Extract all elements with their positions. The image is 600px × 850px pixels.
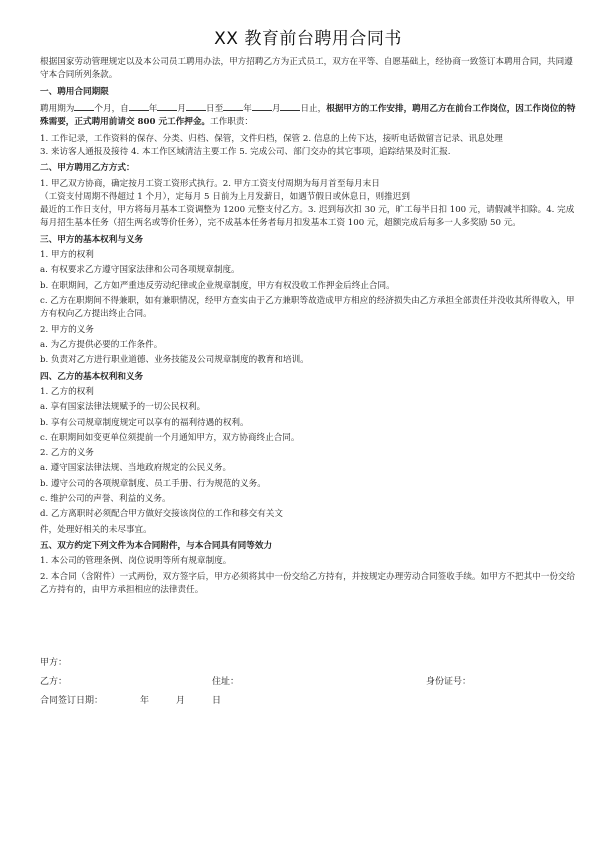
page-title: XX 教育前台聘用合同书 [214, 29, 402, 49]
duty-line-1: 1. 工作记录，工作资料的保存、分类、归档、保管，文件归档，保管 2. 信息的上传下达，接听电话做留言记录、讯息处理 [40, 133, 503, 144]
section-4-heading: 四、乙方的基本权利和义务 [40, 371, 144, 382]
id-number-label: 身份证号： [426, 677, 472, 687]
intro-paragraph: 根据国家劳动管理规定以及本公司员工聘用办法，甲方招聘乙方为正式员工，双方在平等、自愿基础上，经协商一致签订本聘用合同，共同遵守本合同所列条款。 [40, 57, 573, 81]
address-label: 住址： [212, 677, 240, 687]
end-year-blank [223, 101, 243, 111]
end-day-blank [280, 101, 300, 111]
section-1-heading: 一、聘用合同期限 [40, 86, 109, 97]
employee-duty-c: c. 维护公司的声誉、利益的义务。 [40, 494, 171, 505]
sign-month-label: 月 [176, 696, 186, 706]
sign-day-label: 日 [212, 696, 222, 706]
term-year-text: 年 [148, 103, 158, 114]
attachment-item-2: 2. 本合同（含附件）一式两份，双方签字后，甲方必须将其中一份交给乙方持有，并按规定办理劳动合同签收手续。如甲方不把其中一份交给乙方持有的，由甲方承担相应的法律责任。 [40, 571, 576, 595]
term-prefix: 聘用期为 [40, 103, 75, 114]
salary-line-2: （工资支付周期不得超过 1 个月），定每月 5 日前为上月发薪日，如遇节假日或休息日，则推迟到 [40, 191, 410, 202]
section-2-heading: 二、甲方聘用乙方方式： [40, 163, 135, 174]
employee-duty-b: b. 遵守公司的各项规章制度、员工手册、行为规范的义务。 [40, 478, 266, 489]
employer-right-c: c. 乙方在职期间不得兼职，如有兼职情况，经甲方查实由于乙方兼职等故造成甲方相应的经济损失由乙方承担全部责任并没收其所得收入，甲方有权向乙方提出终止合同。 [40, 296, 575, 320]
sign-date-label: 合同签订日期： [40, 696, 104, 706]
term-months-blank [74, 101, 94, 111]
employee-right-b: b. 享有公司规章制度规定可以享有的福利待遇的权利。 [40, 417, 249, 428]
start-day-blank [186, 101, 206, 111]
contract-term-paragraph [40, 101, 576, 130]
employer-duties-subheading: 2. 甲方的义务 [40, 324, 94, 335]
employer-right-b: b. 在职期间，乙方如严重违反劳动纪律或企业规章制度，甲方有权没收工作押金后终止合同。 [40, 280, 395, 291]
term-month-text: 月 [177, 103, 186, 114]
salary-line-3: 最近的工作日支付，甲方将每月基本工资调整为 1200 元整支付乙方。3. 迟到每次扣 30 元，旷工每半日扣 100 元，请假减半扣除。4. 完成每月招生基本任务（招生两名或等价任务），完不成基本任务者每月扣发基本工资 100 元，超额完成后每多一人多奖励 50 元。 [40, 205, 575, 229]
employee-right-c: c. 在职期间如变更单位须提前一个月通知甲方，双方协商终止合同。 [40, 432, 300, 443]
attachment-item-1: 1. 本公司的管理条例、岗位说明等所有规章制度。 [40, 556, 232, 567]
section-5-heading: 五、双方约定下列文件为本合同附件，与本合同具有同等效力 [40, 541, 273, 551]
duty-line-2: 3. 来访客人通报及接待 4. 本工作区域清洁主要工作 5. 完成公司、部门交办的其它事项，追踪结果及时汇报. [40, 146, 451, 157]
sign-date-row [40, 695, 576, 714]
employer-rights-subheading: 1. 甲方的权利 [40, 250, 94, 261]
employer-duty-a: a. 为乙方提供必要的工作条件。 [40, 339, 163, 350]
employee-duties-subheading: 2. 乙方的义务 [40, 448, 94, 459]
employee-duty-a: a. 遵守国家法律法规、当地政府规定的公民义务。 [40, 463, 232, 474]
employee-duty-d: d. 乙方离职时必须配合甲方做好交接该岗位的工作和移交有关文 [40, 509, 283, 520]
party-b-label: 乙方： [40, 677, 68, 687]
term-months-text: 个月，自 [94, 103, 129, 114]
job-arrangement-bold: 根据甲方的工作安排，聘用乙方在前台工作岗位，因工作岗位的特殊需要，正式聘用前请交 800 元工作押金。 [40, 103, 576, 128]
employee-duty-d-continued: 件，处理好相关的未尽事宜。 [40, 524, 152, 535]
party-a-row [40, 657, 576, 676]
term-month2-text: 月 [271, 103, 281, 114]
section-3-heading: 三、甲方的基本权利与义务 [40, 234, 144, 245]
sign-year-label: 年 [140, 696, 150, 706]
end-month-blank [252, 101, 272, 111]
start-month-blank [157, 101, 177, 111]
salary-line-1: 1. 甲乙双方协商，确定按月工资工资形式执行。2. 甲方工资支付周期为每月首至每月末日 [40, 178, 380, 189]
employee-rights-subheading: 1. 乙方的权利 [40, 386, 94, 397]
start-year-blank [129, 101, 149, 111]
employee-right-a: a. 享有国家法律法规赋予的一切公民权利。 [40, 402, 206, 413]
term-year2-text: 年 [243, 103, 252, 114]
employer-right-a: a. 有权要求乙方遵守国家法律和公司各项规章制度。 [40, 265, 240, 276]
duties-label: 工作职责： [210, 117, 254, 128]
contract-page [40, 28, 576, 599]
term-end-text: 日止， [300, 103, 327, 114]
employer-duty-b: b. 负责对乙方进行职业道德、业务技能及公司规章制度的教育和培训。 [40, 355, 309, 366]
signature-block [40, 657, 576, 714]
party-a-label: 甲方： [40, 658, 68, 668]
term-to-text: 日至 [206, 103, 224, 114]
party-b-row [40, 676, 576, 695]
